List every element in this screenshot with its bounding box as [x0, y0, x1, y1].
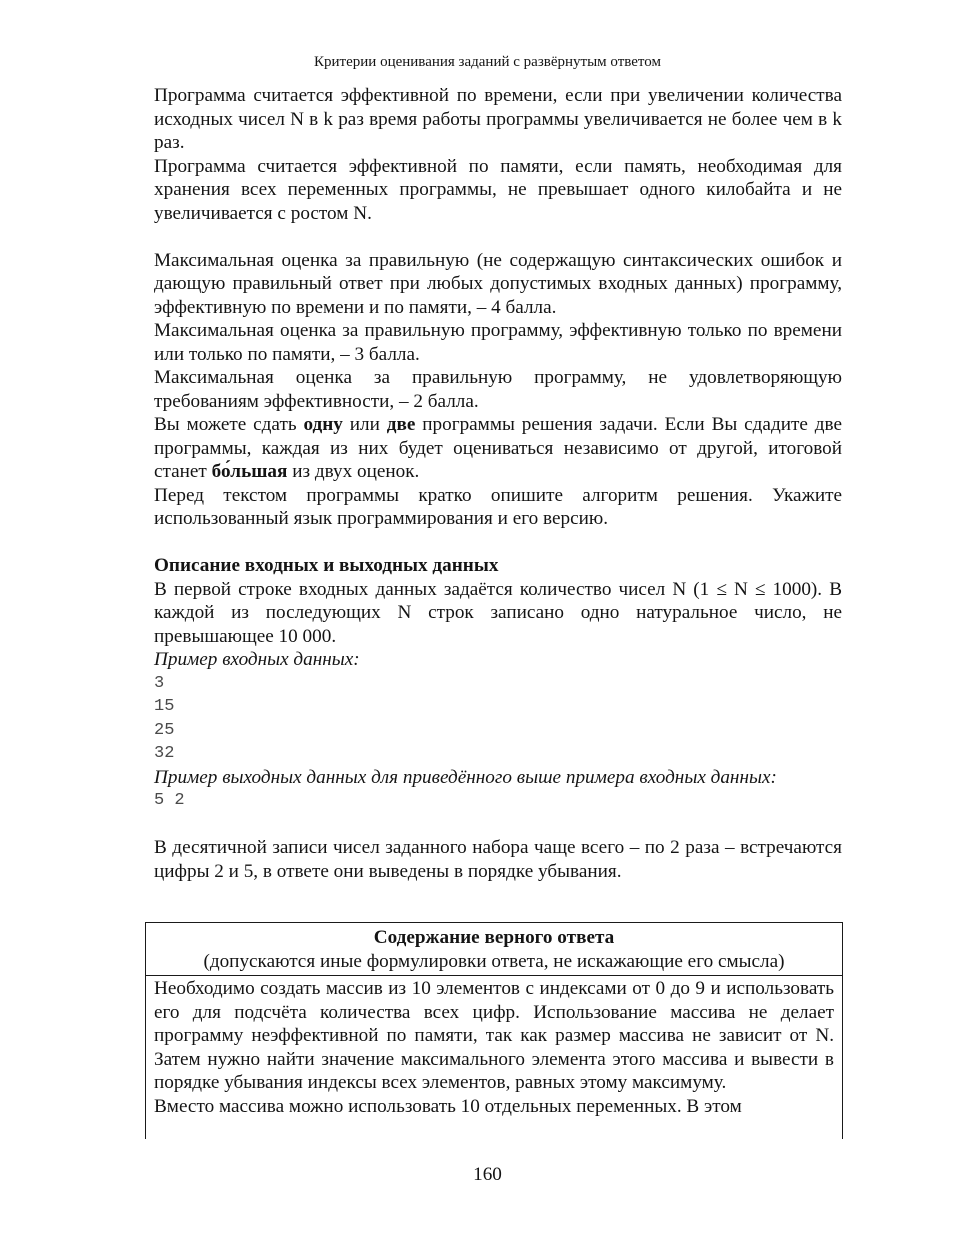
submit-note-emphasis: бо́льшая [211, 461, 288, 482]
answer-table-header [146, 923, 842, 976]
answer-table-body [146, 976, 842, 1118]
submit-note-text: программы решения задачи. Если Вы сдадите две программы, каждая из них будет оцениваться независимо от другой, итоговой станет [154, 414, 842, 482]
main-text [154, 84, 842, 883]
scoring-3-points: Максимальная оценка за правильную программу, эффективную только по времени или только по памяти, – 3 балла. [154, 320, 842, 365]
submit-note-text: из двух оценок. [287, 461, 420, 482]
explanation-paragraph: В десятичной записи чисел заданного набора чаще всего – по 2 раза – встречаются цифры 2 и 5, в ответе они выведены в порядке убывания. [154, 837, 842, 882]
page-number: 160 [473, 1164, 502, 1185]
io-section-heading: Описание входных и выходных данных [154, 555, 499, 576]
algorithm-note-paragraph: Перед текстом программы кратко опишите алгоритм решения. Укажите использованный язык программирования и его версию. [154, 484, 842, 529]
output-example: 5 2 [154, 791, 185, 810]
input-example-line: 15 [154, 697, 175, 716]
input-example-line: 25 [154, 720, 175, 740]
input-example-line: 3 [154, 673, 165, 693]
input-example-line: 32 [154, 744, 175, 763]
submit-note-paragraph [154, 413, 842, 484]
submit-note-emphasis: две [386, 414, 416, 435]
running-header: Критерии оценивания заданий с развёрнутым ответом [314, 54, 661, 70]
submit-note-emphasis: одну [303, 414, 343, 435]
answer-table [145, 922, 843, 1139]
submit-note-text: или [342, 414, 387, 435]
spacer [154, 531, 842, 555]
scoring-2-points: Максимальная оценка за правильную программу, не удовлетворяющую требованиям эффективности, – 2 балла. [154, 367, 842, 412]
answer-subtitle: (допускаются иные формулировки ответа, не искажающие его смысла) [203, 950, 785, 972]
answer-paragraph: Вместо массива можно использовать 10 отдельных переменных. В этом [154, 1095, 742, 1117]
efficiency-time-paragraph: Программа считается эффективной по времени, если при увеличении количества исходных чисел N в k раз время работы программы увеличивается не более чем в k раз. [154, 85, 842, 153]
answer-paragraph: Необходимо создать массив из 10 элементов с индексами от 0 до 9 и использовать его для подсчёта количества всех цифр. Использование массива не делает программу неэффективной по памяти, так как размер массива не зависит от N. Затем нужно найти значение максимального элемента этого массива и вывести в порядке убывания индексы всех элементов, равных этому максимуму. [154, 978, 834, 1093]
spacer [154, 225, 842, 249]
output-example-label: Пример выходных данных для приведённого выше примера входных данных: [154, 766, 777, 788]
scoring-4-points: Максимальная оценка за правильную (не содержащую синтаксических ошибок и дающую правильный ответ при любых допустимых входных данных) программу, эффективную по времени и по памяти, – 4 балла. [154, 249, 842, 318]
spacer [154, 813, 842, 837]
submit-note-text: Вы можете сдать [154, 414, 304, 435]
efficiency-memory-paragraph: Программа считается эффективной по памяти, если память, необходимая для хранения всех переменных программы, не превышает одного килобайта и не увеличивается с ростом N. [154, 155, 842, 224]
answer-title: Содержание верного ответа [373, 927, 615, 948]
input-example-label: Пример входных данных: [154, 649, 360, 670]
input-description: В первой строке входных данных задаётся количество чисел N (1 ≤ N ≤ 1000). В каждой из последующих N строк записано одно натуральное число, не превышающее 10 000. [154, 578, 842, 647]
